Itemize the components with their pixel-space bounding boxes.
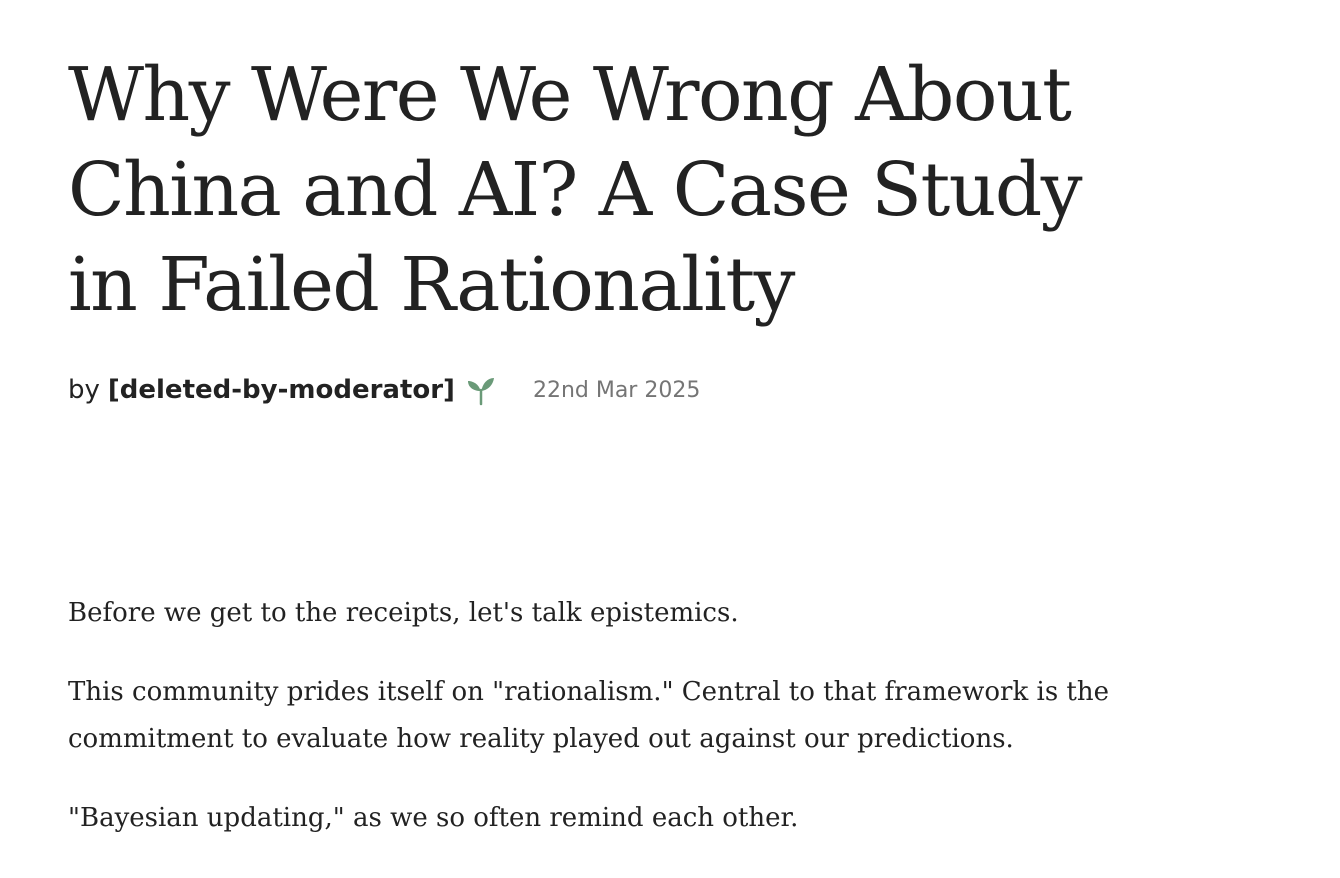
post-body [68,590,1168,874]
byline-prefix: by [68,375,100,405]
post-title: Why Were We Wrong About China and AI? A Case Study in Failed Rationality [68,52,1082,328]
post-byline [68,370,700,410]
body-paragraph: "Bayesian updating," as we so often remind each other. [68,803,799,833]
post-date[interactable]: 22nd Mar 2025 [532,377,701,403]
body-paragraph: This community prides itself on "rationalism." Central to that framework is the commitment to evaluate how reality played out against our predictions. [68,677,1110,754]
sprout-icon [465,374,497,406]
author-link[interactable]: [deleted-by-moderator] [107,375,455,405]
body-paragraph: Before we get to the receipts, let's talk epistemics. [68,598,739,628]
